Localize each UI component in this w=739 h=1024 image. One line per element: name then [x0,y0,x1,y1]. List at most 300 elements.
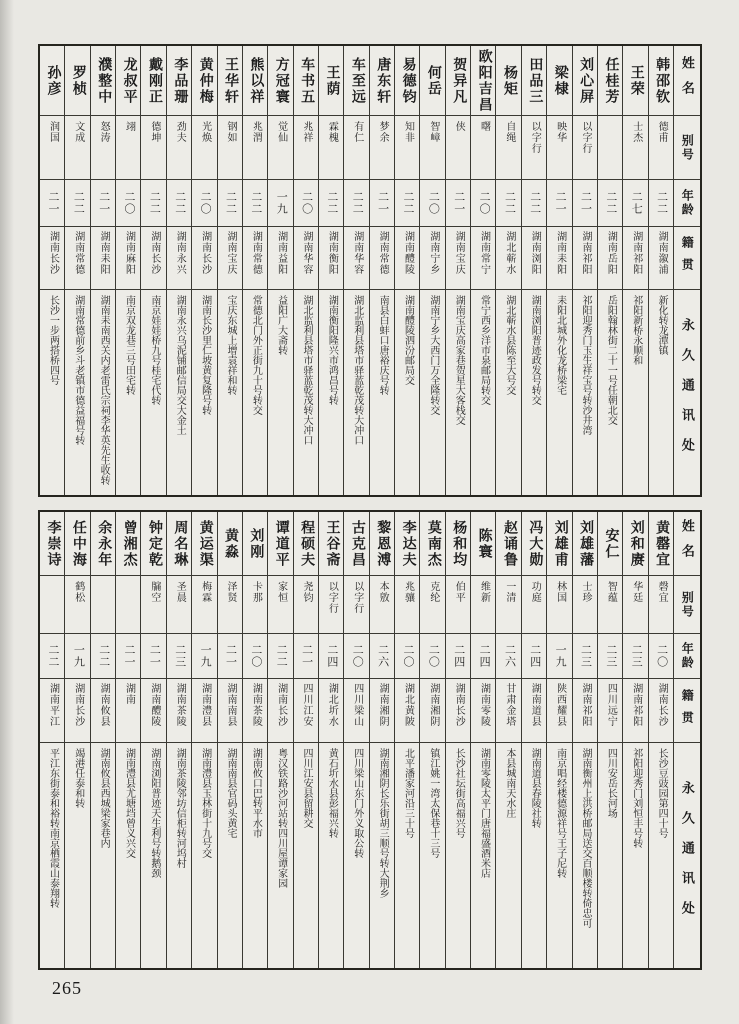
person-name: 赵诵鲁 [496,512,520,576]
person-name: 谭道平 [268,512,292,576]
person-age: 二三 [598,634,622,679]
person-address: 湖南浏阳普迹天生利号转鹅颈 [148,748,160,878]
person-name: 濮整中 [91,46,115,116]
person-age: 二一 [40,180,64,227]
person-name: 李品珊 [167,46,191,116]
person-alias: 文成 [65,116,89,180]
person-column [648,46,673,495]
person-native-place: 湖南常德 [370,227,394,290]
person-column [445,46,470,495]
person-native-place: 湖南祁阳 [623,679,647,743]
person-native-place: 湖南醴陵 [395,227,419,290]
person-age: 一九 [65,634,89,679]
person-alias: 本敫 [370,576,394,634]
person-age: 二〇 [420,634,444,679]
header-native-place-label: 籍贯 [674,679,700,743]
person-alias: 德甫 [649,116,673,180]
person-native-place: 四川远宁 [598,679,622,743]
person-alias: 克纶 [420,576,444,634]
person-native-place: 湖南溆浦 [649,227,673,290]
person-column [191,512,216,968]
person-name: 刘心屏 [573,46,597,116]
person-column [217,512,242,968]
person-age: 二〇 [192,180,216,227]
person-age: 二一 [218,634,242,679]
person-native-place: 湖南宝庆 [446,227,470,290]
person-address: 湖北监利县塔市驿蓝乾茂转大冲口 [351,295,363,445]
person-alias: 光焕 [192,116,216,180]
person-column [343,46,368,495]
person-age: 一九 [547,634,571,679]
person-age: 二四 [319,634,343,679]
person-native-place: 湖南湘阴 [420,679,444,743]
person-native-place: 湖南零陵 [471,679,495,743]
person-address: 湖南永兴乌泥铺邮信局交大金土 [174,295,186,435]
person-alias: 家恒 [268,576,292,634]
person-name: 易德钧 [395,46,419,116]
person-address: 南京双龙巷三号田宅转 [123,295,135,395]
person-native-place: 湖北蕲水 [496,227,520,290]
person-column [495,46,520,495]
person-alias: 梅霖 [192,576,216,634]
person-name: 李达夫 [395,512,419,576]
person-column [318,512,343,968]
person-name: 黎恩溥 [370,512,394,576]
person-name: 罗桢 [65,46,89,116]
person-alias: 怒涛 [91,116,115,180]
person-address: 宝庆东城上增袁祥和转 [224,295,236,395]
person-alias: 自绳 [496,116,520,180]
person-address: 湖南澧县尤塘垱曾义兴交 [123,748,135,858]
directory-table-bottom [38,510,702,970]
person-address: 湖南攸县西城梁家巷内 [98,748,110,848]
person-age: 二四 [471,634,495,679]
header-alias-label: 别号 [674,576,700,634]
person-native-place: 甘肃金塔 [496,679,520,743]
person-alias: 泽贤 [218,576,242,634]
person-column [394,512,419,968]
person-age: 二一 [116,634,140,679]
person-native-place: 湖南祁阳 [623,227,647,290]
person-column [343,512,368,968]
person-address: 平江东街泰和裕转南京栖霞山泰翔转 [47,748,59,908]
person-name: 王谷斋 [319,512,343,576]
person-address: 湖南宝庆高家巷贺星大客栈交 [453,295,465,425]
person-alias: 霖槐 [319,116,343,180]
person-address: 湖南衡州上洪桥邮局送交百顺楼转倚忠可 [579,748,591,928]
person-name: 杨和均 [446,512,470,576]
person-column [64,512,89,968]
person-address: 四川安岳长河场 [605,748,617,818]
person-native-place: 湖南平江 [40,679,64,743]
person-column [191,46,216,495]
person-name: 熊以祥 [243,46,267,116]
person-native-place: 湖南祁阳 [573,679,597,743]
person-address: 常宁西乡洋市泉邮局转交 [478,295,490,405]
person-column [495,512,520,968]
person-age: 二六 [370,634,394,679]
person-name: 欧阳吉昌 [471,46,495,116]
person-column [318,46,343,495]
person-address: 本县城南天水庄 [503,748,515,818]
person-column [40,46,64,495]
person-alias: 知非 [395,116,419,180]
person-native-place: 湖北黄陂 [395,679,419,743]
person-native-place: 湖南茶陵 [243,679,267,743]
person-age: 二二 [496,180,520,227]
person-name: 梁棣 [547,46,571,116]
person-address: 耒阳北城外化龙桥梁宅 [554,295,566,395]
person-native-place: 湖南常德 [243,227,267,290]
person-column [166,512,191,968]
person-name: 方冠寰 [268,46,292,116]
person-name: 安仁 [598,512,622,576]
person-name: 何岳 [420,46,444,116]
person-alias: 以字行 [344,576,368,634]
person-address: 湖南南县官码头黄宅 [224,748,236,838]
person-age: 二二 [319,180,343,227]
person-column [445,512,470,968]
person-address: 祁阳迎秀门玉生祥宝号转沙井湾 [579,295,591,435]
person-native-place: 湖南湘阴 [370,679,394,743]
person-name: 任中海 [65,512,89,576]
person-name: 龙叔平 [116,46,140,116]
person-alias: 以字行 [319,576,343,634]
person-name: 刘雄藩 [573,512,597,576]
person-address: 四川江安县留耕交 [301,748,313,828]
person-age: 二三 [573,634,597,679]
person-column [369,512,394,968]
person-address: 湖南醴陵泗汾邮局交 [402,295,414,385]
person-column [90,46,115,495]
person-age: 二一 [573,180,597,227]
person-alias: 士杰 [623,116,647,180]
person-alias: 伯平 [446,576,470,634]
person-native-place: 湖南长沙 [141,227,165,290]
person-column [217,46,242,495]
person-alias: 德坤 [141,116,165,180]
person-alias: 士珍 [573,576,597,634]
person-column [140,46,165,495]
person-age: 二〇 [649,634,673,679]
person-name: 李崇诗 [40,512,64,576]
person-name: 陈寰 [471,512,495,576]
person-column [572,512,597,968]
person-age: 二六 [496,634,520,679]
person-name: 黄淼 [218,512,242,576]
person-alias: 维新 [471,576,495,634]
person-age: 二二 [141,180,165,227]
directory-table-top [38,44,702,497]
person-address: 祁阳新桥永顺和 [630,295,642,365]
person-column [597,46,622,495]
page-number: 265 [52,978,82,998]
person-native-place: 湖南祁阳 [573,227,597,290]
table-header-column [673,512,700,968]
person-age: 二一 [294,634,318,679]
person-address: 湖南攸口巴转平水市 [250,748,262,838]
person-native-place: 湖南南县 [218,679,242,743]
person-alias: 映华 [547,116,571,180]
person-age: 二四 [446,634,470,679]
person-column [166,46,191,495]
person-native-place: 湖南宁乡 [420,227,444,290]
person-native-place: 湖南宝庆 [218,227,242,290]
person-address: 湖南常德前乡斗老镇市德益福号转 [72,295,84,445]
person-name: 王华轩 [218,46,242,116]
person-age: 二二 [649,180,673,227]
person-age: 二二 [243,180,267,227]
person-name: 杨矩 [496,46,520,116]
person-name: 黄罄宜 [649,512,673,576]
person-column [597,512,622,968]
person-age: 二二 [598,180,622,227]
person-native-place: 湖南醴陵 [141,679,165,743]
person-age: 二二 [65,180,89,227]
person-address: 黄石圻水县彭福兴转 [326,748,338,838]
person-alias: 觉仙 [268,116,292,180]
person-native-place: 湖南华容 [344,227,368,290]
person-native-place: 湖南长沙 [40,227,64,290]
person-native-place: 陕西耀县 [547,679,571,743]
person-address: 岳阳翰林街二十一号任朝北交 [605,295,617,425]
person-column [242,46,267,495]
person-age: 一九 [192,634,216,679]
person-age: 二一 [91,180,115,227]
scan-edge-shadow [0,0,14,1024]
person-name: 曾湘杰 [116,512,140,576]
person-age: 二一 [141,634,165,679]
person-alias: 一清 [496,576,520,634]
person-column [64,46,89,495]
person-name: 韩邵钦 [649,46,673,116]
person-address: 竭港任泰和转 [72,748,84,808]
person-address: 北平潘家河沿三十号 [402,748,414,838]
person-age: 二一 [547,180,571,227]
person-alias: 以字行 [522,116,546,180]
person-native-place: 湖南道县 [522,679,546,743]
person-column [419,46,444,495]
person-age: 二二 [522,180,546,227]
person-native-place: 湖南长沙 [649,679,673,743]
person-alias: 润国 [40,116,64,180]
header-address-label: 永久通讯处 [679,780,695,931]
person-native-place: 湖南茶陵 [167,679,191,743]
person-age: 二〇 [243,634,267,679]
person-name: 钟定乾 [141,512,165,576]
person-column [521,512,546,968]
person-name: 任桂芳 [598,46,622,116]
person-age: 二〇 [294,180,318,227]
person-address: 湖南宁乡大西门万全隆转交 [427,295,439,415]
person-native-place: 湖南长沙 [192,227,216,290]
person-address: 南京娃娃桥九号桂宅代转 [148,295,160,405]
person-alias: 兆祥 [294,116,318,180]
person-address: 湖南耒南西关内老雷氏宗祠李华英先生收转 [98,295,110,485]
person-name: 黄仲梅 [192,46,216,116]
person-name: 余永年 [91,512,115,576]
person-age: 二三 [167,634,191,679]
person-age: 二〇 [344,634,368,679]
person-name: 田品三 [522,46,546,116]
person-address: 祁阳迎秀门刘恒丰号转 [630,748,642,848]
person-age: 二二 [395,180,419,227]
person-name: 王荣 [623,46,647,116]
person-native-place: 湖南常宁 [471,227,495,290]
person-alias: 智嶂 [420,116,444,180]
person-alias [91,576,115,634]
person-name: 刘雄甫 [547,512,571,576]
person-column [572,46,597,495]
person-address: 新化转龙潭镇 [656,295,668,355]
person-column [140,512,165,968]
person-native-place: 四川梁山 [344,679,368,743]
person-native-place: 湖北圻水 [319,679,343,743]
person-name: 程硕夫 [294,512,318,576]
person-age: 二二 [40,634,64,679]
header-native-place-label: 籍贯 [674,227,700,290]
person-name: 戴刚正 [141,46,165,116]
person-address: 南县白蚌口唐裕庆号转 [377,295,389,395]
person-column [267,46,292,495]
person-address: 常德北门外正街九十号转交 [250,295,262,415]
person-name: 黄运渠 [192,512,216,576]
person-column [394,46,419,495]
person-alias [598,116,622,180]
person-native-place: 湖南 [116,679,140,743]
person-native-place: 湖南衡阳 [319,227,343,290]
person-name: 唐东轩 [370,46,394,116]
person-column [115,46,140,495]
person-address: 湖南湘阴长乐街胡三顺号转大荆乡 [377,748,389,898]
person-age: 二二 [167,180,191,227]
person-column [267,512,292,968]
person-address: 南京唱经楼德源祥号王子尼转 [554,748,566,878]
person-column [521,46,546,495]
person-alias: 功庭 [522,576,546,634]
person-column [470,46,495,495]
person-age: 二〇 [116,180,140,227]
person-address: 湖南澧县玉林街十九号交 [199,748,211,858]
person-native-place: 湖南常德 [65,227,89,290]
person-native-place: 湖南耒阳 [91,227,115,290]
person-age: 二二 [91,634,115,679]
header-age-label: 年龄 [674,634,700,679]
person-alias: 翊 [116,116,140,180]
person-name: 刘和赓 [623,512,647,576]
person-name: 古克昌 [344,512,368,576]
person-address: 湖北蕲水县陈至大号交 [503,295,515,395]
header-name-label: 姓名 [674,46,700,116]
person-age: 二〇 [471,180,495,227]
person-column [293,512,318,968]
person-column [419,512,444,968]
person-column [242,512,267,968]
person-alias: 侠 [446,116,470,180]
person-address: 长沙豆豉园第四十号 [656,748,668,838]
person-native-place: 湖南永兴 [167,227,191,290]
header-name-label: 姓名 [674,512,700,576]
person-name: 车书五 [294,46,318,116]
person-address: 四川梁山东门外义取公转 [351,748,363,858]
person-native-place: 湖南长沙 [65,679,89,743]
person-age: 二四 [522,634,546,679]
person-name: 王荫 [319,46,343,116]
person-alias: 牖空 [141,576,165,634]
person-address: 湖北监利县塔市驿蓝乾茂转大冲口 [301,295,313,445]
person-address: 益阳广大斋转 [275,295,287,355]
person-column [470,512,495,968]
person-alias: 以字行 [573,116,597,180]
person-alias [116,576,140,634]
person-age: 二二 [218,180,242,227]
person-column [115,512,140,968]
person-alias: 智蕴 [598,576,622,634]
person-alias: 尧钧 [294,576,318,634]
person-alias: 华廷 [623,576,647,634]
person-alias: 钢如 [218,116,242,180]
person-alias: 卡那 [243,576,267,634]
person-age: 一九 [268,180,292,227]
person-alias: 鹤松 [65,576,89,634]
person-address: 粤汉铁路沙河站转四川屋谭家园 [275,748,287,888]
person-age: 二〇 [420,180,444,227]
person-native-place: 湖南浏阳 [522,227,546,290]
person-column [369,46,394,495]
person-alias: 兆骧 [395,576,419,634]
person-name: 车至远 [344,46,368,116]
person-column [648,512,673,968]
person-native-place: 湖南澧县 [192,679,216,743]
person-column [546,46,571,495]
person-native-place: 湖南耒阳 [547,227,571,290]
person-age: 二一 [446,180,470,227]
person-column [622,46,647,495]
person-column [90,512,115,968]
person-native-place: 四川江安 [294,679,318,743]
person-alias: 林国 [547,576,571,634]
person-address: 长沙社坛街高福兴号 [453,748,465,838]
person-age: 二三 [623,634,647,679]
person-name: 孙彦 [40,46,64,116]
person-address: 湖南浏阳普迹政发号转交 [529,295,541,405]
header-alias-label: 别号 [674,116,700,180]
person-native-place: 湖南麻阳 [116,227,140,290]
person-native-place: 湖南长沙 [268,679,292,743]
person-alias: 兆渭 [243,116,267,180]
person-column [40,512,64,968]
person-name: 刘刚 [243,512,267,576]
person-native-place: 湖南益阳 [268,227,292,290]
person-address: 湖南零陵太平门唐福盛酒米店 [478,748,490,878]
person-address: 湖南长沙里仁坡黄复隆号转 [199,295,211,415]
person-address: 湖南道县春陵社转 [529,748,541,828]
person-name: 周名琳 [167,512,191,576]
person-name: 冯大勋 [522,512,546,576]
header-age-label: 年龄 [674,180,700,227]
person-native-place: 湖南华容 [294,227,318,290]
person-alias: 劲夫 [167,116,191,180]
person-native-place: 湖南岳阳 [598,227,622,290]
person-native-place: 湖南长沙 [446,679,470,743]
person-alias [40,576,64,634]
person-column [622,512,647,968]
person-address: 长沙一步两搭桥四号 [47,295,59,385]
person-address: 镇江姚一湾太保巷十三号 [427,748,439,858]
person-native-place: 湖南攸县 [91,679,115,743]
person-age: 二二 [268,634,292,679]
person-age: 二七 [623,180,647,227]
